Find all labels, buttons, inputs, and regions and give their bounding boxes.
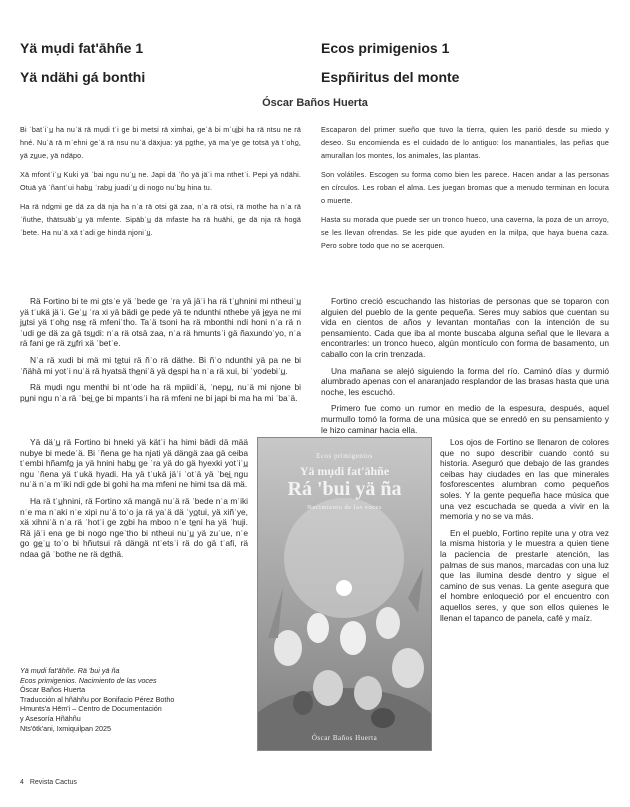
- cover-series: Ecos primigenios: [316, 452, 373, 460]
- story-spanish-paragraph: Fortino creció escuchando las historias de personas que se toparon con alguien del pueblo de la gente pequeña. Seres muy sabios que cuentan su vida en cientos de años y levantan montañas con la intención de su pensamiento. Cada que iba al monte buscaba alguna señal que le llevara a encontrarles: un tronco hueco, algún montículo con forma de basamento, un caballo con la crin trenzada.: [321, 296, 609, 359]
- story-spanish-paragraph: Los ojos de Fortino se llenaron de colores que no supo describir cuando contó su historia. Aseguró que debajo de las grandes ceibas hay ciudades en las que minerales fosforescentes alumbran como pequeños soles. Y la gente pequeña hace música que una vez escuchada se queda a vivir en la memoria y no se va más.: [440, 437, 609, 522]
- caption-place-year: Nts'ōtk'ani, Ixmiquilpan 2025: [20, 723, 112, 733]
- story-hnahnu-paragraph: Nˈa rä xudi bi mä mi te̲tui rä ñˈo rä däthe. Bi ñˈo ndunthi yä pa ne bi ˈñähä mi yotˈi nuˈä rä hyatsä the̲niˈä yä de̲spi ha nˈa rä xui, bi ˈyodebiˈu̲.: [20, 354, 301, 376]
- intro-hnahnu-paragraph: Ha rä ndo̲mi ge dä za dä nja ha nˈa rä otsi gä zaa, nˈa rä otsi, rä mothe ha nˈa rä ˈñuthe, thätsuäbˈu̲ yä mfente. Sipäbˈu̲ dä mfaste ha rä huähi, ge dä nja rä hogä ˈbete. Ha nuˈä xä tˈadi ge hindä njoniˈu̲.: [20, 202, 301, 237]
- intro-hnahnu: [20, 123, 301, 245]
- story-hnahnu-paragraph: Rä Fortino bi te mi o̲tsˈe yä ˈbede ge ˈra yä jäˈi ha rä tˈu̲hnini mi ntheuiˈu̲ yä tˈukä jäˈi. Geˈu̲ ˈra xi yä bädi ge pede yä te ndunthi nthebe yä je̲ya ne mi ju̲tsi yä tˈoho̲ nse̲ rä mfeniˈtho. Taˈä tsoni ha rä mbonthi ndi honi nˈa rä nˈudi ge dä za gä tsu̲di: nˈa rä otsä zaa, nˈa rä hmuntsˈi gä ñaxundoˈyo, nˈa rä fani ge rä zu̲fri xä ˈbetˈe.: [20, 296, 301, 349]
- story-hnahnu-paragraph: Ha rä tˈu̲hnini, rä Fortino xä mangä nuˈä rä ˈbede nˈa mˈiki nˈe ma nˈaki nˈe xipi nuˈä toˈo ja rä yaˈä dä ˈyo̲tui, yä xiñˈye, xä xihniˈä nˈa rä ˈhotˈi ge zo̲bi ha mboo nˈe te̲ni ha yä ˈhuji. Rä jäˈi ena ge bi nogo ngeˈtho bi ntheui nuˈu̲ yä zuˈue, nˈe go ge̲ˈu̲ toˈo bi hñutsui rä dängä ntˈetsˈi rä do gä tˈafi, rä ndaa gä ˈbothe ne rä de̲thä.: [20, 495, 248, 559]
- page-footer: [20, 779, 77, 786]
- caption-title-hnahnu: Yä mụdi fat'āhñe. Rä 'bui yä ña: [20, 666, 120, 675]
- story-spanish-paragraph: En el pueblo, Fortino repite una y otra vez la misma historia y le muestra a quien tiene la paciencia de prestarle atención, las palmas de sus manos, marcadas con una luz que las ilumina desde dentro y sigue el camino de sus venas. La gente asegura que el hombre enloqueció por el encuentro con aquellos seres, y que son ellos quienes le llenan el tapanco de panela, café y maíz.: [440, 527, 609, 623]
- caption-translation: Traducción al hñähñu por Bonifacio Pérez Botho: [20, 694, 175, 704]
- intro-spanish: [321, 123, 609, 258]
- story-hnahnu-top: [20, 296, 301, 409]
- intro-hnahnu-paragraph: Bi ˈbatˈiˈu̲ ha nuˈä rä mụdi tˈi ge bi metsi rä ximhai, geˈä bi mˈui̲bi ha rä ntsu ne rä hné. Nuˈä rä mˈehni geˈä rä nsu nuˈä däxjua: yä po̲the, yä maˈye ge totsä yä tˈoho̲, yä zu̲ue, yä ndäpo.: [20, 125, 301, 160]
- story-hnahnu-paragraph: Yä däˈu̲ rä Fortino bi hneki yä kätˈi ha himi bädi dä mää nubye bi medeˈä. Bi ˈñena ge ha njati yä dängä zaa gä ceiba tˈembi hñamfo̲ ja yä hnini habu̲ ge ˈra yä do gä hyexki yotˈiˈu̲ ngu ˈñena yä tˈukä hyadi. Ha yä tˈukä jäˈi ˈotˈä yä ˈbei̲ ngu nuˈä nˈa mˈiki ndi o̲de bi gohi ha ma mfeni ne himi tsa dä mä.: [20, 437, 248, 490]
- intro-spanish-paragraph: Son volátiles. Escogen su forma como bien les parece. Hacen andar a las personas en círculos. Les roban el alma. Les juegan bromas que a menudo terminan en locura o muerte.: [321, 170, 609, 205]
- caption-publisher-2: y Asesoría Hñähñu: [20, 713, 81, 723]
- title-spanish-2: Espñiritus del monte: [321, 69, 460, 85]
- story-hnahnu-bottom: [20, 437, 248, 566]
- cover-title-2: Rá 'bui yä ña: [287, 478, 402, 500]
- title-hnahnu-2: Yä ndähi gá bonthi: [20, 69, 146, 85]
- title-hnahnu-1: Yä mụdi fat'āhñe 1: [20, 40, 144, 56]
- story-spanish-top: [321, 296, 609, 441]
- caption-title-spanish: Ecos primigenios. Nacimiento de las voces: [20, 675, 157, 685]
- story-spanish-paragraph: Primero fue como un rumor en medio de la espesura, después, aquel murmullo tomó la forma de una música que se enredó en su pensamiento y le hizo caminar hacia ella.: [321, 403, 609, 435]
- intro-hnahnu-paragraph: Xä mfontˈiˈu̲ Kuki yä ˈbai ngu nuˈu̲ ne. Japi dä ˈño yä jäˈi ma nthetˈi. Pepi yä ndähi. Otuä yä ˈñantˈui habu̲ ˈrabu̲ juadiˈu̲ di nogo nuˈbu̲ hina tu.: [20, 170, 301, 192]
- book-caption: [20, 666, 250, 733]
- magazine-name: Revista Cactus: [29, 779, 77, 786]
- title-spanish-1: Ecos primigenios 1: [321, 40, 450, 56]
- author-name: Óscar Baños Huerta: [262, 97, 368, 109]
- book-cover-image: [257, 437, 432, 751]
- cover-title-1: Yä mụdi fat'āhñe: [299, 464, 390, 478]
- cover-author: Óscar Baños Huerta: [311, 734, 378, 742]
- page-number: 4: [20, 779, 24, 786]
- story-spanish-bottom: [440, 437, 609, 629]
- cover-subtitle: Nacimiento de las voces: [307, 504, 382, 511]
- intro-spanish-paragraph: Hasta su morada que puede ser un tronco hueco, una caverna, la poza de un arroyo, se les llevan ofrendas. Se les pide que ayuden en la milpa, que haya buena caza. Pero sobre todo que no se acerquen.: [321, 215, 609, 250]
- intro-spanish-paragraph: Escaparon del primer sueño que tuvo la tierra, quien les parió desde su miedo y deseo. Su encomienda es el cuidado de lo antiguo: los manantiales, las peñas que amurallan los montes, los animales, las plantas.: [321, 125, 609, 160]
- caption-author: Óscar Baños Huerta: [20, 685, 86, 695]
- caption-publisher: Hmunts'a Hēm'i – Centro de Documentación: [20, 704, 162, 714]
- story-spanish-paragraph: Una mañana se alejó siguiendo la forma del río. Caminó días y durmió alumbrado apenas con el anaranjado resplandor de las brasas hasta que una noche, les escuchó.: [321, 365, 609, 397]
- story-hnahnu-paragraph: Rä mụdi ngu menthi bi ntˈode ha rä mpiidiˈä, ˈnepu̲, nuˈä mi njone bi pu̲ni ngu nˈa rä ˈbei̲ ge bi mpantsˈi ha rä mfeni ne bi japi bi ma ha mi ˈbaˈä.: [20, 382, 301, 403]
